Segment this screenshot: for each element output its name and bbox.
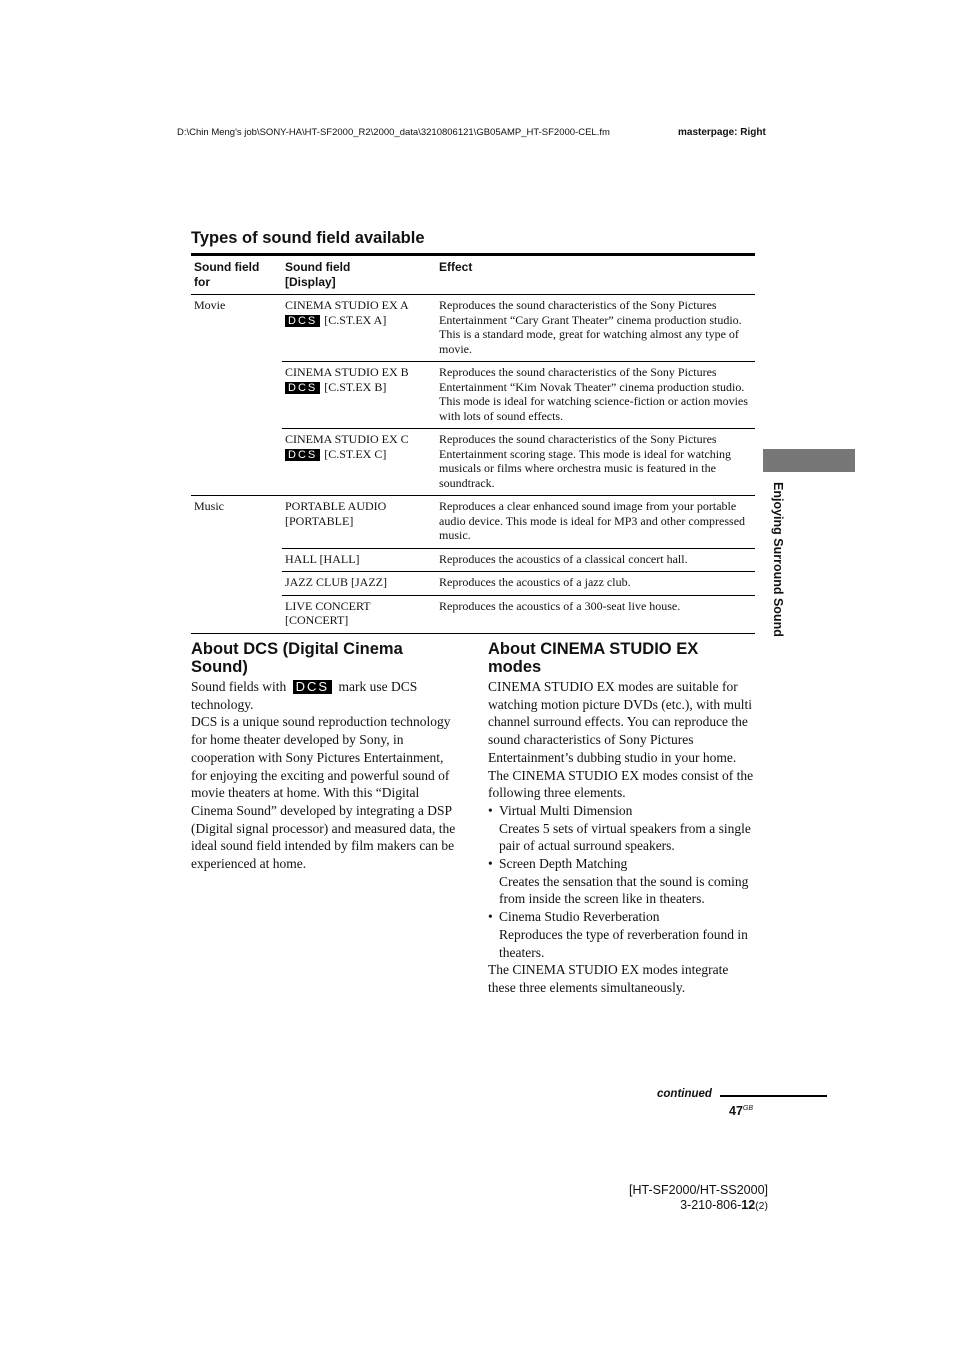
table-row (282, 429, 755, 495)
table-row (282, 549, 755, 573)
dcs-badge: DCS (285, 315, 320, 327)
effect-cell: Reproduces the sound characteristics of the Sony Pictures Entertainment “Cary Grant Theater” cinema production studio. This is a standard mode, great for watching almost any type of movie. (439, 298, 742, 356)
sound-field-name: CINEMA STUDIO EX C (285, 432, 409, 446)
sound-field-display: [CONCERT] (285, 613, 349, 627)
model-line-2 (600, 1198, 768, 1214)
sound-field-cell (282, 575, 436, 590)
group-name: Movie (194, 298, 226, 312)
cinema-para-3: The CINEMA STUDIO EX modes integrate these three elements simultaneously. (488, 962, 729, 995)
sound-field-name: JAZZ CLUB [JAZZ] (285, 575, 387, 589)
bullet: • (488, 802, 493, 818)
chapter-tab-label: Enjoying Surround Sound (771, 482, 785, 637)
chapter-tab-bar (763, 449, 855, 472)
cinema-section-body (488, 678, 756, 997)
group-name: Music (194, 499, 224, 513)
sound-field-cell (282, 298, 436, 356)
sound-field-name: CINEMA STUDIO EX B (285, 365, 409, 379)
cinema-section-title: About CINEMA STUDIO EX modes (488, 640, 699, 676)
dcs-badge: DCS (293, 680, 332, 694)
bullet-desc: Creates 5 sets of virtual speakers from a single pair of actual surround speakers. (499, 820, 751, 854)
model-info (600, 1183, 768, 1214)
table-group-movie (191, 295, 755, 496)
bullet-title: Cinema Studio Reverberation (499, 909, 660, 925)
sound-field-cell (282, 599, 436, 628)
sound-field-name: CINEMA STUDIO EX A (285, 298, 409, 312)
list-item (488, 802, 756, 855)
cinema-para-1: CINEMA STUDIO EX modes are suitable for watching motion picture DVDs (etc.), with multi channel surround effects. You can reproduce the sound characteristics of Sony Pictures Entertainment’s dubbing studio in your home. (488, 679, 752, 765)
sound-field-name: PORTABLE AUDIO (285, 499, 387, 513)
effect-cell: Reproduces the acoustics of a classical concert hall. (439, 551, 688, 566)
sound-field-name: LIVE CONCERT (285, 598, 371, 613)
effect-cell: Reproduces the sound characteristics of the Sony Pictures Entertainment scoring stage. This mode is ideal for watching musicals or films where orchestra music is featured in the soundtrack. (439, 432, 732, 490)
dcs-badge: DCS (285, 382, 320, 394)
list-item (488, 908, 756, 961)
header-sound-field-for: Sound field for (194, 260, 260, 289)
header-sound-field-display: Sound field [Display] (285, 260, 351, 289)
table-row (282, 295, 755, 362)
sound-field-cell (282, 499, 436, 543)
file-path-header: D:\Chin Meng's job\SONY-HA\HT-SF2000_R2\2000_data\3210806121\GB05AMP_HT-SF2000-CEL.fm (177, 127, 610, 138)
effect-cell: Reproduces the acoustics of a jazz club. (439, 575, 631, 589)
dcs-intro (191, 678, 459, 713)
sound-field-cell (282, 552, 436, 567)
bullet: • (488, 856, 493, 872)
dcs-section-body (191, 678, 459, 873)
effect-cell: Reproduces the sound characteristics of the Sony Pictures Entertainment “Kim Novak Theater” cinema production studio. This mode is ideal for watching science-fiction or action movies with lots of sound effects. (439, 365, 748, 423)
dcs-section (191, 641, 459, 873)
page-suffix: GB (742, 1104, 754, 1112)
page-number-value: 47 (729, 1104, 743, 1118)
sound-field-cell (282, 432, 436, 490)
page-number (729, 1104, 753, 1118)
sound-field-display: [C.ST.EX A] (324, 312, 387, 327)
dcs-section-title: About DCS (Digital Cinema Sound) (191, 640, 403, 676)
table-row (282, 572, 755, 596)
table-row (282, 496, 755, 549)
cinema-para-2: The CINEMA STUDIO EX modes consist of the following three elements. (488, 767, 754, 801)
table-row (282, 596, 755, 633)
bullet-title: Screen Depth Matching (499, 856, 628, 872)
model-line-1: [HT-SF2000/HT-SS2000] (629, 1183, 768, 1197)
model-code-prefix: 3-210-806- (680, 1198, 742, 1212)
masterpage-label: masterpage: Right (678, 127, 766, 138)
table-row (282, 362, 755, 429)
dcs-paragraph: DCS is a unique sound reproduction technology for home theater developed by Sony, in cooperation with Sony Pictures Entertainment, for enjoying the exciting and powerful sound of movie theaters at home. With this “Digital Cinema Sound” developed by integrating a DSP (Digital signal processor) and measured data, the ideal sound field intended by film makers can be experienced at home. (191, 714, 456, 872)
sound-field-display: [PORTABLE] (285, 513, 354, 528)
model-code-bold: 12 (741, 1198, 756, 1212)
dcs-intro-after: mark use DCS technology. (191, 679, 418, 712)
sound-field-cell (282, 365, 436, 423)
bullet: • (488, 909, 493, 925)
continued-rule (720, 1095, 827, 1097)
effect-cell: Reproduces the acoustics of a 300-seat live house. (439, 598, 681, 613)
sound-field-display: [C.ST.EX B] (324, 379, 387, 394)
list-item (488, 855, 756, 908)
section-title: Types of sound field available (191, 229, 425, 247)
cinema-section (488, 641, 756, 997)
sound-field-display: [C.ST.EX C] (324, 446, 387, 461)
continued-label: continued (657, 1088, 712, 1100)
dcs-badge: DCS (285, 449, 320, 461)
bullet-title: Virtual Multi Dimension (499, 802, 633, 818)
effect-cell: Reproduces a clear enhanced sound image from your portable audio device. This mode is ideal for MP3 and other compressed music. (439, 499, 746, 542)
table-group-music (191, 496, 755, 634)
sound-field-table (191, 253, 755, 634)
sound-field-name: HALL [HALL] (285, 551, 360, 566)
bullet-desc: Reproduces the type of reverberation found in theaters. (499, 926, 748, 960)
dcs-intro-before: Sound fields with (191, 679, 290, 694)
bullet-desc: Creates the sensation that the sound is coming from inside the screen like in theaters. (499, 873, 749, 907)
table-header (191, 256, 755, 295)
header-effect: Effect (439, 260, 473, 274)
model-code-suffix: (2) (755, 1200, 768, 1212)
